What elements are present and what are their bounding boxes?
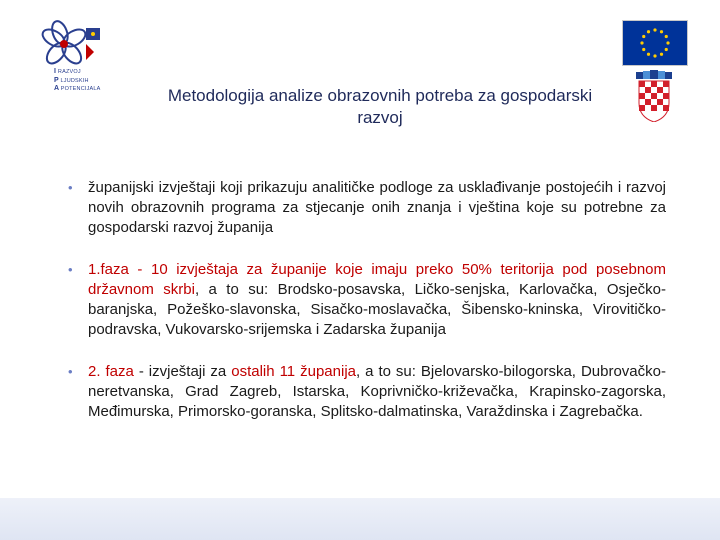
bullet-list: [60, 178, 666, 444]
bullet-2-text: , a to su: Brodsko-posavska, Ličko-senjska, Karlovačka, Osječko-baranjska, Požeško-slavonska, Sisačko-moslavačka, Šibensko-kninska, Virovitičko-podravska, Vukovarsko-srijemska i Zadarska županija: [88, 281, 666, 338]
eu-star-icon: [660, 30, 663, 33]
checker-square: [657, 105, 663, 111]
checker-square: [657, 87, 663, 93]
checker-square: [651, 81, 657, 87]
checker-square: [657, 93, 663, 99]
page-title: [110, 85, 650, 129]
bullet-3-text-a: - izvještaji za: [133, 363, 232, 380]
eu-star-icon: [642, 48, 645, 51]
bullet-1-text: županijski izvještaji koji prikazuju analitičke podloge za usklađivanje postojećih i razvoj novih obrazovnih programa za stjecanje onih znanja i vještina koje su potrebne za gospodarski razvoj županija: [88, 179, 666, 236]
checker-square: [663, 93, 669, 99]
eu-star-icon: [665, 48, 668, 51]
footer-band: [0, 498, 720, 540]
eu-star-icon: [666, 41, 669, 44]
eu-star-icon: [642, 35, 645, 38]
checker-square: [651, 93, 657, 99]
bullet-2-highlight: 1.faza - 10 izvještaja za županije koje imaju preko 50% teritorija pod posebnom državnom skrbi: [88, 261, 666, 298]
eu-star-icon: [665, 35, 668, 38]
title-line-1: Metodologija analize obrazovnih potreba za gospodarski: [167, 86, 593, 105]
checker-square: [651, 99, 657, 105]
eu-star-icon: [647, 53, 650, 56]
checker-square: [657, 81, 663, 87]
bullet-dot-icon: •: [68, 262, 73, 277]
bullet-dot-icon: •: [68, 364, 73, 379]
eu-star-icon: [647, 30, 650, 33]
eu-star-icon: [640, 41, 643, 44]
bullet-3-text-b: , a to su: Bjelovarsko-bilogorska, Dubrovačko-neretvanska, Grad Zagreb, Istarska, Koprivničko-križevačka, Krapinsko-zagorska, Međimurska, Primorsko-goranska, Splitsko-dalmatinska, Varaždinska i Zagrebačka.: [88, 363, 666, 420]
bullet-dot-icon: •: [68, 180, 73, 195]
checker-square: [657, 99, 663, 105]
bullet-item-2: [60, 260, 666, 340]
checker-square: [663, 87, 669, 93]
checker-square: [663, 81, 669, 87]
checker-square: [663, 99, 669, 105]
bullet-item-1: [60, 178, 666, 238]
bullet-3-highlight: ostalih 11 županija: [231, 363, 356, 380]
eu-flag-icon: [622, 20, 688, 66]
checker-square: [651, 87, 657, 93]
eu-star-icon: [653, 54, 656, 57]
eu-star-icon: [660, 53, 663, 56]
title-line-2: razvoj: [357, 108, 403, 127]
ipa-logo-text: I RAZVOJ P LJUDSKIH A POTENCIJALA: [54, 68, 101, 92]
checker-square: [651, 105, 657, 111]
bullet-3-phase: 2. faza: [88, 363, 134, 380]
eu-star-icon: [653, 28, 656, 31]
bullet-item-3: [60, 362, 666, 422]
